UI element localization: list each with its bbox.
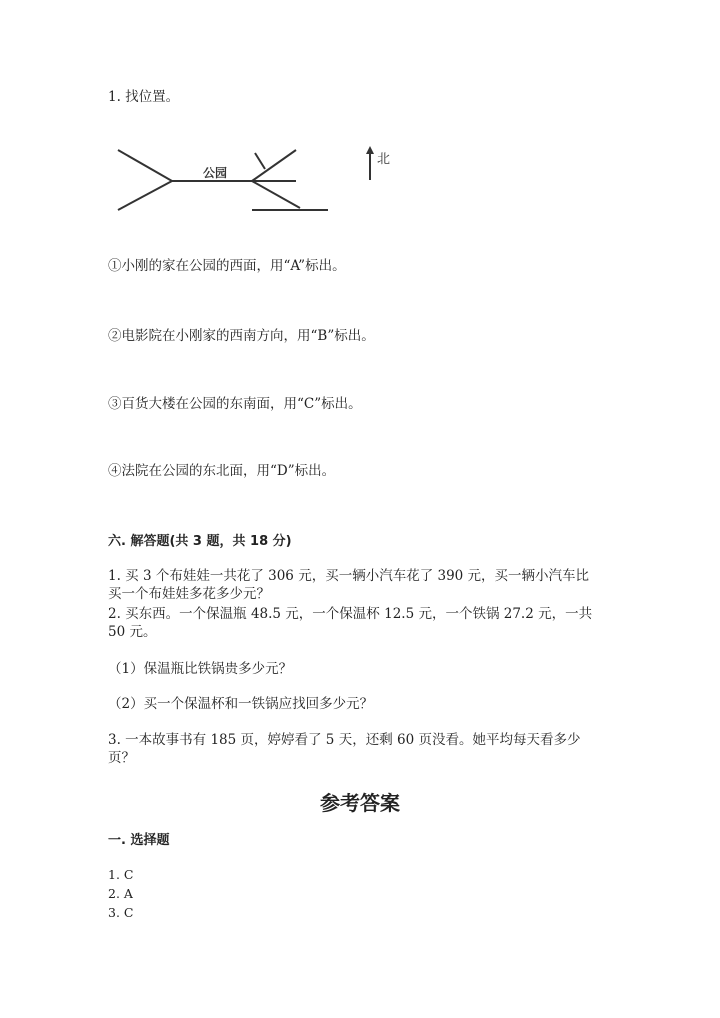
answer-item-2: 2. A xyxy=(108,886,133,901)
answer-item-1: 1. C xyxy=(108,867,134,882)
north-label: 北 xyxy=(377,152,391,167)
east-road-upper xyxy=(252,150,296,181)
map-item-4: ④法院在公园的东北面，用“D”标出。 xyxy=(108,463,336,479)
east-road-short xyxy=(255,153,265,169)
section6-heading: 六. 解答题(共 3 题，共 18 分) xyxy=(108,534,292,549)
q1-line-2: 买一个布娃娃多花多少元？ xyxy=(108,586,270,602)
answer-item-3: 3. C xyxy=(108,905,134,920)
q1-line-1: 1. 买 3 个布娃娃一共花了 306 元，买一辆小汽车花了 390 元，买一辆小汽车比 xyxy=(108,568,590,584)
north-arrow-head-icon xyxy=(366,146,374,154)
west-road-lower xyxy=(118,181,172,210)
q2-line-1: 2. 买东西。一个保温瓶 48.5 元，一个保温杯 12.5 元，一个铁锅 27.2 元，一共 xyxy=(108,606,593,622)
west-road-upper xyxy=(118,150,172,181)
map-item-2: ②电影院在小刚家的西南方向，用“B”标出。 xyxy=(108,328,375,344)
q3-line-1: 3. 一本故事书有 185 页，婷婷看了 5 天，还剩 60 页没看。她平均每天看多少 xyxy=(108,732,581,748)
map-item-1: ①小刚的家在公园的西面，用“A”标出。 xyxy=(108,258,346,274)
map-item-3: ③百货大楼在公园的东南面，用“C”标出。 xyxy=(108,396,362,412)
question-heading: 1. 找位置。 xyxy=(108,89,180,105)
q2-sub-2: （2）买一个保温杯和一铁锅应找回多少元？ xyxy=(108,696,374,712)
q2-line-2: 50 元。 xyxy=(108,624,157,640)
east-road-lower xyxy=(252,181,300,208)
park-label: 公园 xyxy=(202,166,228,180)
answers-title: 参考答案 xyxy=(320,791,400,815)
q2-sub-1: （1）保温瓶比铁锅贵多少元？ xyxy=(108,661,293,677)
map-diagram xyxy=(0,0,720,240)
q3-line-2: 页？ xyxy=(108,750,135,766)
answers-section1-heading: 一. 选择题 xyxy=(108,833,170,848)
